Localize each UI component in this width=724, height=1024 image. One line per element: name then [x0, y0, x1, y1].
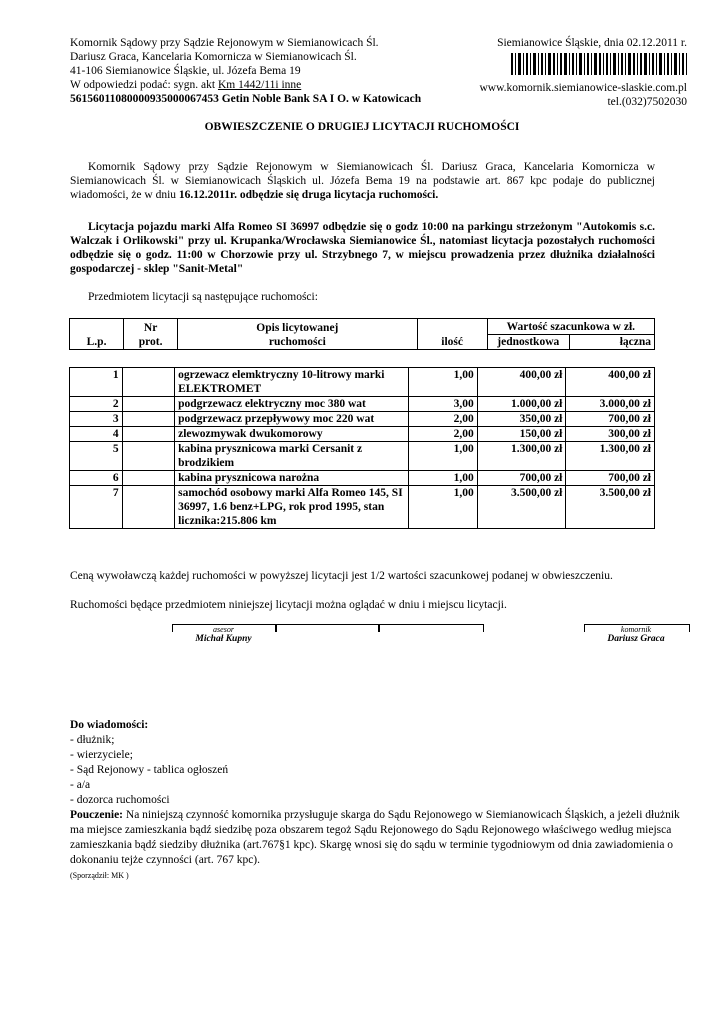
cell-quantity: 1,00: [409, 368, 478, 397]
cell-total-value: 300,00 zł: [566, 427, 655, 442]
header-quantity: ilość: [417, 319, 487, 350]
assessor-name: Michał Kupny: [195, 634, 252, 644]
price-note: Ceną wywoławczą każdej ruchomości w powyższej licytacji jest 1/2 wartości szacunkowej podanej w obwieszczeniu.: [70, 570, 613, 582]
prepared-by: (Sporządził: MK ): [70, 871, 129, 880]
cell-total-value: 400,00 zł: [566, 368, 655, 397]
cell-description: samochód osobowy marki Alfa Romeo 145, SI 36997, 1.6 benz+LPG, rok prod 1995, stan licznika:215.806 km: [175, 486, 409, 529]
header-nr: Nr prot.: [124, 319, 178, 350]
cell-lp: 6: [70, 471, 123, 486]
recipient-item: - dłużnik;: [70, 734, 115, 746]
phone-number: tel.(032)7502030: [607, 96, 687, 108]
header-unit-value: jednostkowa: [488, 335, 570, 349]
cell-nr: [122, 427, 174, 442]
cell-description: podgrzewacz przepływowy moc 220 wat: [175, 412, 409, 427]
notification-section: [70, 718, 680, 883]
cell-quantity: 3,00: [409, 397, 478, 412]
items-intro: Przedmiotem licytacji są następujące ruchomości:: [88, 291, 318, 303]
cell-lp: 7: [70, 486, 123, 529]
case-number: Km 1442/11i inne: [217, 79, 302, 91]
cell-lp: 3: [70, 412, 123, 427]
assessor-signature: [172, 625, 275, 644]
issuer-line-1: Komornik Sądowy przy Sądzie Rejonowym w Siemianowicach Śl.: [70, 37, 379, 49]
header-value-title: Wartość szacunkowa w zł.: [488, 320, 654, 335]
cell-lp: 4: [70, 427, 123, 442]
table-row: [70, 368, 655, 397]
cell-unit-value: 1.300,00 zł: [477, 442, 566, 471]
cell-lp: 1: [70, 368, 123, 397]
cell-unit-value: 350,00 zł: [477, 412, 566, 427]
signature-line-3: [378, 624, 484, 632]
cell-unit-value: 400,00 zł: [477, 368, 566, 397]
cell-description: kabina prysznicowa marki Cersanit z brodzikiem: [175, 442, 409, 471]
cell-description: kabina prysznicowa narożna: [175, 471, 409, 486]
document-date: Siemianowice Śląskie, dnia 02.12.2011 r.: [497, 37, 687, 49]
cell-nr: [122, 471, 174, 486]
cell-nr: [122, 397, 174, 412]
cell-quantity: 1,00: [409, 486, 478, 529]
date-contact-block: [480, 36, 688, 109]
cell-quantity: 1,00: [409, 471, 478, 486]
table-row: [70, 412, 655, 427]
header-description: Opis licytowanej ruchomości: [178, 319, 417, 350]
recipient-item: - dozorca ruchomości: [70, 794, 170, 806]
table-row: [70, 486, 655, 529]
signature-line-2: [275, 624, 380, 632]
recipient-item: - a/a: [70, 779, 91, 791]
cell-unit-value: 3.500,00 zł: [477, 486, 566, 529]
cell-nr: [122, 442, 174, 471]
instruction-text: Na niniejszą czynność komornika przysługuje skarga do Sądu Rejonowego w Siemianowicach Śląskich, a jeżeli dłużnik ma miejsce zamieszkania bądź siedzibę poza obszarem tegoż Sądu Rejonowego do Sądu Rejonowego właściwego według miejsca zamieszkania bądź siedziby dłużnika (art.767§1 kpc). Skargę wnosi się do sądu w terminie tygodniowym od dnia zawiadomienia o dokonaniu tejże czynności (art. 767 kpc).: [70, 809, 680, 866]
website-link[interactable]: www.komornik.siemianowice-slaskie.com.pl: [479, 82, 687, 94]
document-title: OBWIESZCZENIE O DRUGIEJ LICYTACJI RUCHOMOŚCI: [204, 121, 520, 133]
case-reference: [70, 78, 490, 92]
cell-quantity: 1,00: [409, 442, 478, 471]
header-total-value: łączna: [619, 336, 652, 348]
items-table: [69, 367, 655, 529]
recipient-item: - wierzyciele;: [70, 749, 133, 761]
cell-description: ogrzewacz elemktryczny 10-litrowy marki ELEKTROMET: [175, 368, 409, 397]
auction-details-paragraph: Licytacja pojazdu marki Alfa Romeo SI 36997 odbędzie się o godz 10:00 na parkingu strzeżonym "Autokomis s.c. Walczak i Orlikowski" przy ul. Krupanka/Wrocławska Siemianowice Śl., natomiast licytacja pozostałych ruchomości odbędzie się o godz. 11:00 w Chorzowie przy ul. Strzybnego 7, w miejscu prowadzenia przez dłużnika działalności gospodarczej - sklep "Sanit-Metal": [70, 221, 655, 275]
issuer-address: 41-106 Siemianowice Śląskie, ul. Józefa Bema 19: [70, 65, 301, 77]
cell-total-value: 700,00 zł: [566, 471, 655, 486]
cell-quantity: 2,00: [409, 412, 478, 427]
items-table-header: [69, 318, 655, 350]
bailiff-name: Dariusz Graca: [607, 634, 665, 644]
cell-lp: 2: [70, 397, 123, 412]
table-row: [70, 397, 655, 412]
header-lp: L.p.: [70, 319, 124, 350]
cell-total-value: 700,00 zł: [566, 412, 655, 427]
bailiff-signature: [584, 625, 688, 644]
notification-heading: Do wiadomości:: [70, 719, 149, 731]
cell-total-value: 1.300,00 zł: [566, 442, 655, 471]
instruction-label: Pouczenie:: [70, 809, 124, 821]
case-reference-label: W odpowiedzi podać: sygn. akt: [70, 79, 218, 91]
table-row: [70, 471, 655, 486]
bailiff-role: komornik: [620, 625, 652, 634]
cell-lp: 5: [70, 442, 123, 471]
barcode-image: [511, 53, 687, 75]
intro-paragraph: [70, 160, 655, 202]
table-row: [70, 442, 655, 471]
cell-unit-value: 1.000,00 zł: [477, 397, 566, 412]
cell-description: zlewozmywak dwukomorowy: [175, 427, 409, 442]
cell-nr: [122, 486, 174, 529]
cell-unit-value: 700,00 zł: [477, 471, 566, 486]
cell-quantity: 2,00: [409, 427, 478, 442]
cell-total-value: 3.000,00 zł: [566, 397, 655, 412]
cell-unit-value: 150,00 zł: [477, 427, 566, 442]
intro-text: Komornik Sądowy przy Sądzie Rejonowym w Siemianowicach Śl. Dariusz Graca, Kancelaria Komornicza w Siemianowicach Śl. w Siemianowicach Śląskich ul. Józefa Bema 19 na podstawie art. 867 kpc podaje do publicznej wiadomości, że w dniu: [70, 161, 655, 201]
issuer-line-2: Dariusz Graca, Kancelaria Komornicza w Siemianowicach Śl.: [70, 51, 357, 63]
assessor-role: asesor: [213, 625, 234, 634]
viewing-note: Ruchomości będące przedmiotem niniejszej licytacji można oglądać w dniu i miejscu licytacji.: [70, 599, 507, 611]
cell-nr: [122, 412, 174, 427]
bank-account: 56156011080000935000067453 Getin Noble Bank SA I O. w Katowicach: [70, 93, 422, 105]
header-value: [487, 319, 654, 350]
table-row: [70, 427, 655, 442]
cell-description: podgrzewacz elektryczny moc 380 wat: [175, 397, 409, 412]
instruction-paragraph: [70, 808, 680, 868]
cell-nr: [122, 368, 174, 397]
cell-total-value: 3.500,00 zł: [566, 486, 655, 529]
recipient-item: - Sąd Rejonowy - tablica ogłoszeń: [70, 764, 229, 776]
issuer-block: [70, 36, 490, 106]
auction-date: 16.12.2011r. odbędzie się druga licytacja ruchomości.: [178, 189, 439, 201]
